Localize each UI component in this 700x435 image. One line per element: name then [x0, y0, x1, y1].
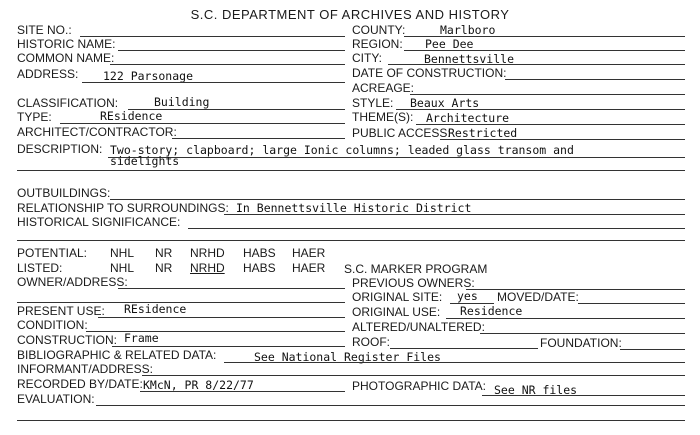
biblio-line — [224, 362, 685, 363]
date-construction-label: DATE OF CONSTRUCTION: — [352, 66, 507, 80]
significance-rule-2 — [17, 240, 685, 241]
description-rule-1 — [108, 157, 685, 158]
construction-value: Frame — [124, 331, 159, 345]
biblio-value: See National Register Files — [254, 350, 441, 364]
photographic-data-line — [482, 395, 685, 396]
owner-address-label: OWNER/ADDRESS: — [17, 275, 128, 289]
photographic-data-label: PHOTOGRAPHIC DATA: — [352, 379, 487, 393]
public-access-line — [440, 139, 685, 140]
outbuildings-label: OUTBUILDINGS: — [17, 186, 111, 200]
original-use-label: ORIGINAL USE: — [352, 305, 441, 319]
present-use-label: PRESENT USE: — [17, 304, 105, 318]
potential-haer: HAER — [292, 246, 326, 260]
original-site-value: yes — [457, 289, 478, 303]
site-no-label: SITE NO.: — [17, 23, 72, 37]
moved-date-label: MOVED/DATE: — [497, 290, 579, 304]
moved-date-line — [578, 303, 685, 304]
common-name-line — [110, 64, 345, 65]
roof-line — [390, 348, 538, 349]
type-line — [60, 123, 345, 124]
common-name-label: COMMON NAME: — [17, 51, 115, 65]
recorded-line — [140, 391, 345, 392]
type-value: REsidence — [100, 109, 163, 123]
recorded-value: KMcN, PR 8/22/77 — [143, 378, 254, 392]
listed-habs: HABS — [243, 261, 276, 275]
significance-line — [188, 228, 685, 229]
site-no-line — [80, 36, 345, 37]
style-line — [396, 109, 685, 110]
evaluation-label: EVALUATION: — [17, 392, 95, 406]
original-use-value: Residence — [460, 304, 523, 318]
historic-name-line — [118, 50, 345, 51]
relationship-label: RELATIONSHIP TO SURROUNDINGS: — [17, 201, 229, 215]
description-line-1: Two-story; clapboard; large Ionic columns; leaded glass transom and — [110, 143, 574, 157]
region-line — [404, 50, 685, 51]
county-value: Marlboro — [440, 23, 496, 37]
address-value: 122 Parsonage — [103, 69, 194, 83]
potential-nhl: NHL — [110, 246, 135, 260]
historic-name-label: HISTORIC NAME: — [17, 37, 116, 51]
classification-label: CLASSIFICATION: — [17, 96, 119, 110]
listed-nhl: NHL — [110, 261, 135, 275]
date-construction-line — [505, 79, 685, 80]
evaluation-line — [96, 405, 685, 406]
form-title: S.C. DEPARTMENT OF ARCHIVES AND HISTORY — [190, 7, 510, 22]
classification-value: Building — [154, 95, 210, 109]
biblio-label: BIBLIOGRAPHIC & RELATED DATA: — [17, 348, 217, 362]
listed-haer: HAER — [292, 261, 326, 275]
public-access-value: Restricted — [448, 126, 518, 140]
relationship-line — [224, 214, 685, 215]
architect-line — [172, 138, 345, 139]
theme-value: Architecture — [426, 111, 510, 125]
acreage-label: ACREAGE: — [352, 81, 415, 95]
owner-address-line — [118, 288, 345, 289]
construction-line — [112, 346, 345, 347]
listed-label: LISTED: — [17, 261, 63, 275]
description-line-2: sidelights — [110, 154, 180, 168]
marker-program-label: S.C. MARKER PROGRAM — [344, 262, 488, 276]
construction-label: CONSTRUCTION: — [17, 333, 117, 347]
city-line — [388, 64, 685, 65]
type-label: TYPE: — [17, 110, 52, 124]
original-site-label: ORIGINAL SITE: — [352, 290, 443, 304]
listed-nr: NR — [155, 261, 173, 275]
condition-label: CONDITION: — [17, 318, 88, 332]
recorded-label: RECORDED BY/DATE: — [17, 377, 143, 391]
foundation-line — [620, 349, 685, 350]
outbuildings-line — [110, 199, 685, 200]
present-use-line — [98, 317, 345, 318]
city-value: Bennettsville — [424, 52, 515, 66]
region-value: Pee Dee — [425, 37, 474, 51]
region-label: REGION: — [352, 37, 403, 51]
informant-label: INFORMANT/ADDRESS: — [17, 362, 154, 376]
county-label: COUNTY: — [352, 23, 406, 37]
city-label: CITY: — [352, 51, 383, 65]
evaluation-line-2 — [17, 420, 685, 421]
previous-owners-label: PREVIOUS OWNERS: — [352, 276, 475, 290]
address-label: ADDRESS: — [17, 67, 79, 81]
theme-label: THEME(S): — [352, 110, 414, 124]
altered-line — [480, 333, 685, 334]
original-use-line — [446, 318, 685, 319]
theme-line — [416, 124, 685, 125]
photographic-data-value: See NR files — [494, 383, 578, 397]
roof-label: ROOF: — [352, 335, 390, 349]
relationship-value: In Bennettsville Historic District — [236, 201, 472, 215]
potential-nr: NR — [155, 246, 173, 260]
description-rule-2 — [17, 170, 685, 171]
style-value: Beaux Arts — [410, 96, 480, 110]
acreage-line — [410, 94, 685, 95]
listed-nrhd-underlined: NRHD — [190, 261, 225, 275]
style-label: STYLE: — [352, 96, 394, 110]
present-use-value: REsidence — [124, 302, 187, 316]
address-line — [82, 82, 345, 83]
architect-label: ARCHITECT/CONTRACTOR: — [17, 125, 177, 139]
description-label: DESCRIPTION: — [17, 142, 103, 156]
public-access-label: PUBLIC ACCESS: — [352, 126, 451, 140]
foundation-label: FOUNDATION: — [540, 336, 622, 350]
potential-habs: HABS — [243, 246, 276, 260]
informant-line — [142, 375, 685, 376]
potential-nrhd: NRHD — [190, 246, 225, 260]
potential-label: POTENTIAL: — [17, 246, 88, 260]
significance-label: HISTORICAL SIGNIFICANCE: — [17, 215, 181, 229]
altered-label: ALTERED/UNALTERED: — [352, 320, 485, 334]
